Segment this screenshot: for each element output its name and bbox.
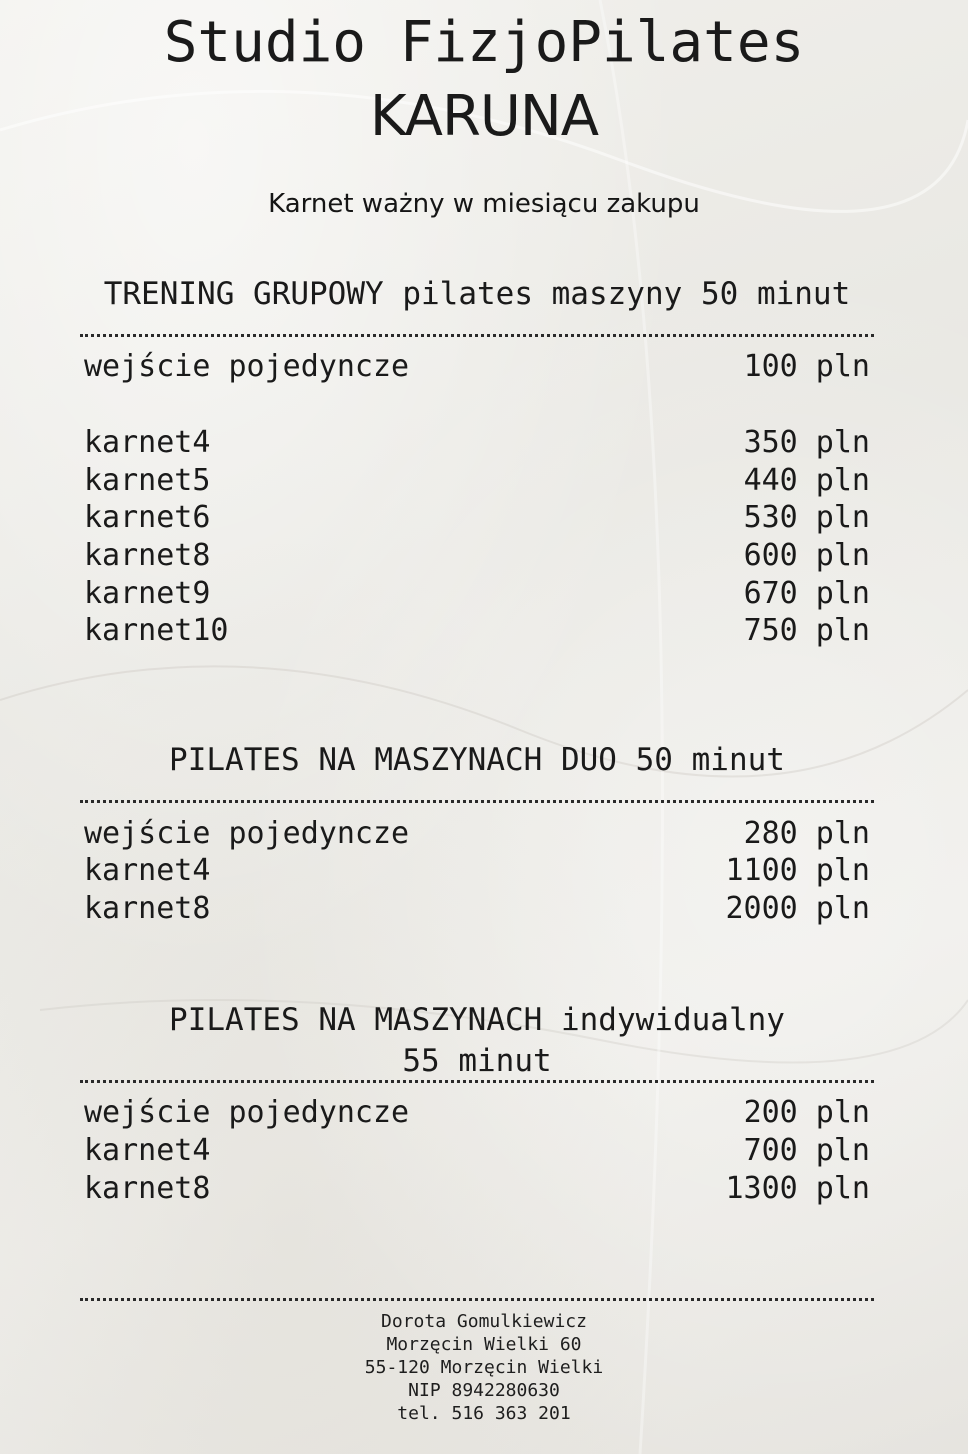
price-value: 530 pln bbox=[743, 500, 870, 535]
price-label: karnet5 bbox=[84, 463, 211, 498]
price-label: karnet8 bbox=[84, 891, 211, 926]
price-value: 100 pln bbox=[743, 349, 870, 384]
section-heading-group: TRENING GRUPOWY pilates maszyny 50 minut bbox=[103, 276, 851, 312]
price-value: 1300 pln bbox=[725, 1171, 870, 1206]
price-value: 700 pln bbox=[743, 1133, 870, 1168]
price-label: karnet4 bbox=[84, 1133, 211, 1168]
price-row bbox=[84, 852, 870, 890]
price-label: wejście pojedyncze bbox=[84, 816, 410, 851]
price-value: 350 pln bbox=[743, 425, 870, 460]
price-row bbox=[84, 815, 870, 853]
dotted-divider bbox=[80, 800, 874, 803]
dotted-divider bbox=[80, 334, 874, 337]
address-street: Morzęcin Wielki 60 bbox=[386, 1334, 582, 1355]
section-heading-duo: PILATES NA MASZYNACH DUO 50 minut bbox=[169, 742, 785, 778]
price-row bbox=[84, 537, 870, 575]
price-label: karnet8 bbox=[84, 538, 211, 573]
section-heading-individual-duration: 55 minut bbox=[402, 1043, 552, 1079]
tax-id: NIP 8942280630 bbox=[408, 1380, 560, 1401]
address-city: 55-120 Morzęcin Wielki bbox=[364, 1357, 604, 1378]
price-value: 750 pln bbox=[743, 613, 870, 648]
price-row bbox=[84, 424, 870, 462]
price-value: 280 pln bbox=[743, 816, 870, 851]
dotted-divider bbox=[80, 1298, 874, 1301]
price-row bbox=[84, 1094, 870, 1132]
price-row bbox=[84, 499, 870, 537]
price-label: karnet4 bbox=[84, 853, 211, 888]
contact-footer bbox=[0, 1310, 968, 1425]
validity-note: Karnet ważny w miesiącu zakupu bbox=[268, 189, 700, 219]
price-label: karnet9 bbox=[84, 576, 211, 611]
price-label: karnet4 bbox=[84, 425, 211, 460]
price-row bbox=[84, 462, 870, 500]
price-label: karnet6 bbox=[84, 500, 211, 535]
price-row bbox=[84, 575, 870, 613]
price-label: karnet10 bbox=[84, 613, 229, 648]
studio-name: Studio FizjoPilates bbox=[163, 10, 805, 75]
phone-number: tel. 516 363 201 bbox=[397, 1403, 571, 1424]
price-row bbox=[84, 348, 870, 386]
price-value: 600 pln bbox=[743, 538, 870, 573]
price-value: 440 pln bbox=[743, 463, 870, 498]
price-label: wejście pojedyncze bbox=[84, 349, 410, 384]
section-heading-individual: PILATES NA MASZYNACH indywidualny bbox=[169, 1002, 785, 1038]
dotted-divider bbox=[80, 1080, 874, 1083]
owner-name: Dorota Gomulkiewicz bbox=[381, 1311, 587, 1332]
price-row bbox=[84, 890, 870, 928]
price-label: karnet8 bbox=[84, 1171, 211, 1206]
price-value: 670 pln bbox=[743, 576, 870, 611]
price-label: wejście pojedyncze bbox=[84, 1095, 410, 1130]
price-value: 2000 pln bbox=[725, 891, 870, 926]
price-row bbox=[84, 612, 870, 650]
studio-brand: KARUNA bbox=[369, 84, 599, 149]
price-row bbox=[84, 1132, 870, 1170]
price-value: 200 pln bbox=[743, 1095, 870, 1130]
price-value: 1100 pln bbox=[725, 853, 870, 888]
price-row bbox=[84, 1170, 870, 1208]
